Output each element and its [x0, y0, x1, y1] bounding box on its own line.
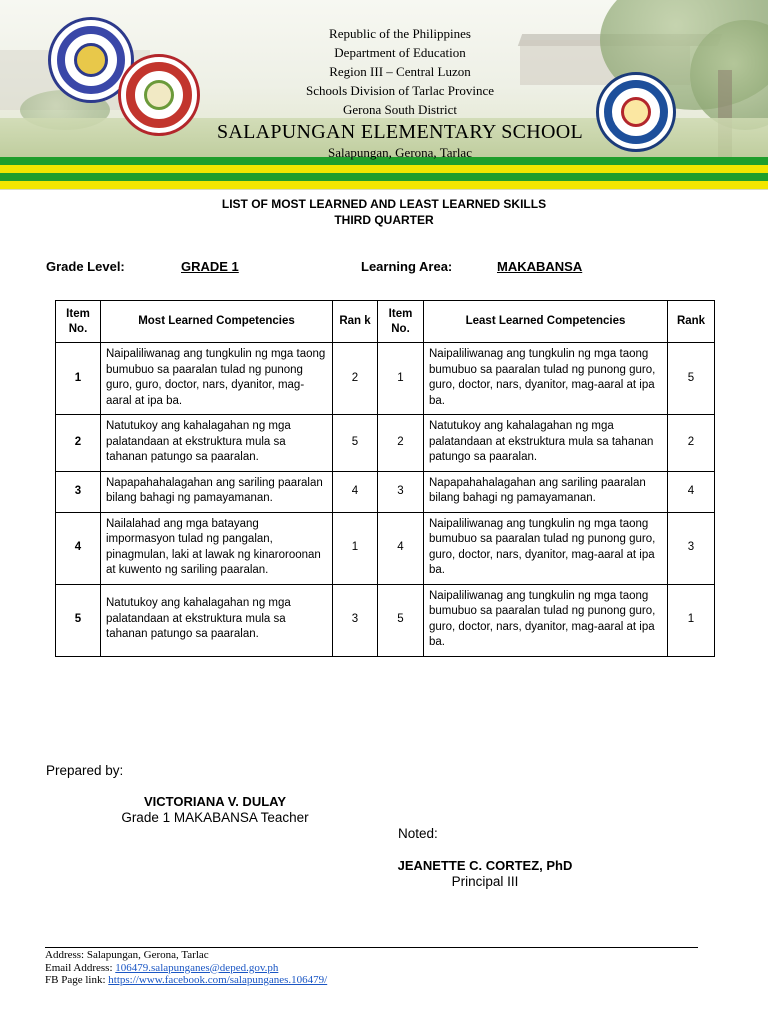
letterhead-banner — [0, 0, 768, 190]
header-line: Region III – Central Luzon — [329, 64, 471, 79]
footer-divider — [45, 947, 698, 948]
table-row — [56, 584, 715, 656]
least-item-number: 1 — [378, 343, 424, 415]
least-learned-rank: 1 — [668, 584, 715, 656]
salapungan-school-seal-logo — [596, 72, 676, 152]
least-learned-rank: 2 — [668, 415, 715, 472]
most-learned-competency: Natutukoy ang kahalagahan ng mga palatandaan at ekstruktura mula sa tahanan patungo sa paaralan. — [101, 584, 333, 656]
least-item-number: 4 — [378, 512, 424, 584]
grade-level-value: GRADE 1 — [181, 259, 239, 274]
learning-area-value: MAKABANSA — [497, 259, 583, 274]
column-header-least-learned: Least Learned Competencies — [424, 301, 668, 343]
yellow-stripe — [0, 181, 768, 189]
table-header-row — [56, 301, 715, 343]
header-line: Schools Division of Tarlac Province — [305, 83, 495, 98]
most-learned-competency: Naipaliliwanag ang tungkulin ng mga taong bumubuo sa paaralan tulad ng punong guro, guro, doctor, nars, dyanitor, mag-aaral at ipa ba. — [101, 343, 333, 415]
least-learned-competency: Naipaliliwanag ang tungkulin ng mga taong bumubuo sa paaralan tulad ng punong guro, guro, doctor, nars, dyanitor, mag-aaral at ipa ba. — [424, 343, 668, 415]
title-line: THIRD QUARTER — [334, 213, 434, 227]
address-label: Address: — [45, 949, 85, 961]
column-header-rank: Rank — [668, 301, 715, 343]
most-learned-rank: 5 — [333, 415, 378, 472]
item-number: 4 — [56, 512, 101, 584]
least-learned-competency: Naipaliliwanag ang tungkulin ng mga taong bumubuo sa paaralan tulad ng punong guro, guro, doctor, nars, dyanitor, mag-aaral at ipa ba. — [424, 512, 668, 584]
competencies-table — [55, 300, 715, 657]
item-number: 5 — [56, 584, 101, 656]
noter-title: Principal III — [451, 874, 519, 889]
document-title — [0, 196, 768, 228]
least-learned-rank: 3 — [668, 512, 715, 584]
most-learned-competency: Natutukoy ang kahalagahan ng mga palatandaan at ekstruktura mula sa tahanan patungo sa paaralan. — [101, 415, 333, 472]
item-number: 3 — [56, 471, 101, 512]
address-value: Salapungan, Gerona, Tarlac — [86, 949, 209, 961]
noted-by-label: Noted: — [398, 826, 438, 841]
school-address: Salapungan, Gerona, Tarlac — [328, 145, 472, 160]
header-line: Gerona South District — [342, 102, 458, 117]
least-learned-competency: Naipaliliwanag ang tungkulin ng mga taong bumubuo sa paaralan tulad ng punong guro, guro, doctor, nars, dyanitor, mag-aaral at ipa ba. — [424, 584, 668, 656]
least-learned-rank: 4 — [668, 471, 715, 512]
table-row — [56, 471, 715, 512]
table-row — [56, 343, 715, 415]
footer — [45, 949, 327, 987]
footer-address — [45, 949, 327, 962]
facebook-page-link[interactable]: https://www.facebook.com/salapunganes.106479/ — [108, 974, 328, 986]
green-stripe — [0, 173, 768, 181]
least-item-number: 3 — [378, 471, 424, 512]
item-number: 1 — [56, 343, 101, 415]
least-learned-competency: Natutukoy ang kahalagahan ng mga palatandaan at ekstruktura mula sa tahanan patungo sa paaralan. — [424, 415, 668, 472]
footer-fb — [45, 974, 327, 987]
least-item-number: 2 — [378, 415, 424, 472]
fb-label: FB Page link: — [45, 974, 106, 986]
learning-area-label: Learning Area: — [361, 259, 453, 274]
most-learned-rank: 2 — [333, 343, 378, 415]
table-row — [56, 415, 715, 472]
most-learned-competency: Napapahahalagahan ang sariling paaralan bilang bahagi ng pamayamanan. — [101, 471, 333, 512]
yellow-stripe — [0, 165, 768, 173]
tarlac-division-seal-logo — [118, 54, 200, 136]
title-line: LIST OF MOST LEARNED AND LEAST LEARNED SKILLS — [221, 197, 547, 211]
most-learned-rank: 1 — [333, 512, 378, 584]
column-header-rank: Ran k — [333, 301, 378, 343]
most-learned-competency: Nailalahad ang mga batayang impormasyon tulad ng pangalan, pinagmulan, laki at lawak ng kinaroroonan at kuwento ng sariling paaralan. — [101, 512, 333, 584]
noter-name: JEANETTE C. CORTEZ, PhD — [397, 858, 573, 873]
header-line: Republic of the Philippines — [329, 26, 471, 41]
least-learned-rank: 5 — [668, 343, 715, 415]
prepared-by-label: Prepared by: — [46, 763, 124, 778]
footer-email — [45, 962, 327, 975]
school-name: SALAPUNGAN ELEMENTARY SCHOOL — [216, 121, 584, 143]
header-line: Department of Education — [334, 45, 466, 60]
column-header-item-no: Item No. — [378, 301, 424, 343]
most-learned-rank: 4 — [333, 471, 378, 512]
table-row — [56, 512, 715, 584]
column-header-most-learned: Most Learned Competencies — [101, 301, 333, 343]
item-number: 2 — [56, 415, 101, 472]
preparer-name: VICTORIANA V. DULAY — [143, 794, 287, 809]
preparer-title: Grade 1 MAKABANSA Teacher — [121, 810, 309, 825]
letterhead-text — [200, 24, 600, 161]
most-learned-rank: 3 — [333, 584, 378, 656]
least-learned-competency: Napapahahalagahan ang sariling paaralan bilang bahagi ng pamayamanan. — [424, 471, 668, 512]
email-label: Email Address: — [45, 961, 113, 974]
least-item-number: 5 — [378, 584, 424, 656]
column-header-item-no: Item No. — [56, 301, 101, 343]
email-link[interactable]: 106479.salapunganes@deped.gov.ph — [115, 961, 279, 974]
grade-level-label: Grade Level: — [46, 259, 125, 274]
